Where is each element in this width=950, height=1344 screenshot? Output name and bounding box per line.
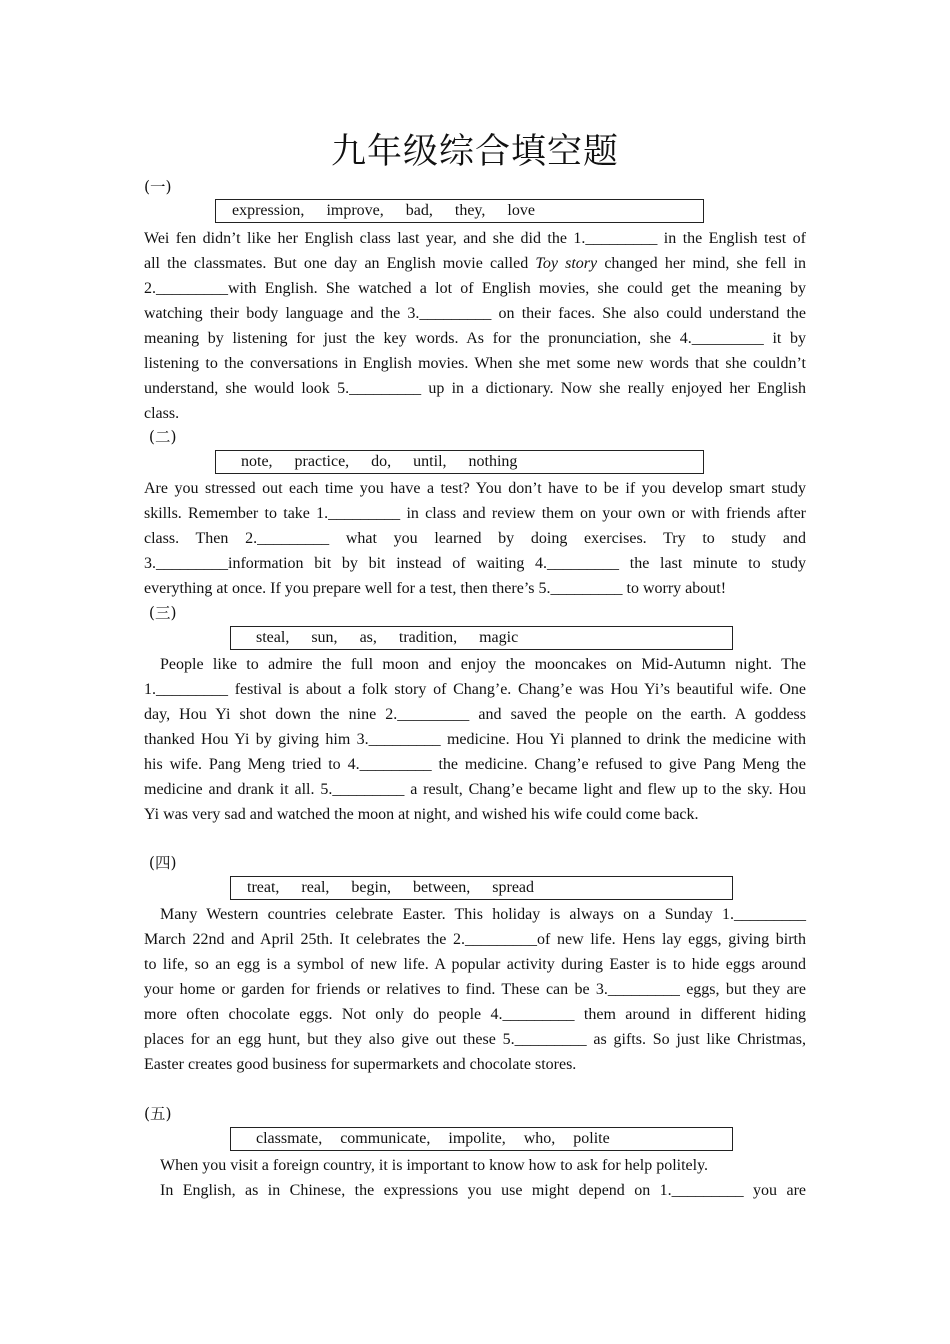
word-option: tradition, xyxy=(398,629,458,646)
passage-line: more often chocolate eggs. Not only do people 4._________ them around in different hiding xyxy=(144,1006,806,1023)
page-title: 九年级综合填空题 xyxy=(330,132,619,172)
passage-line: In English, as in Chinese, the expressions you use might depend on 1._________ you are xyxy=(160,1182,806,1199)
word-option: note, xyxy=(241,453,273,470)
section-3-label: (三) xyxy=(144,604,177,622)
section-5-passage xyxy=(144,1153,806,1203)
section-2-word-box xyxy=(215,450,704,474)
word-option: improve, xyxy=(326,202,384,219)
passage-line: to life, so an egg is a symbol of new life. A popular activity during Easter is to hide eggs around xyxy=(144,956,806,973)
section-2-passage xyxy=(144,476,806,601)
section-4-label: (四) xyxy=(144,854,177,872)
section-1-passage xyxy=(144,226,806,426)
section-4-passage xyxy=(144,902,806,1077)
word-option: steal, xyxy=(256,629,290,646)
passage-line: places for an egg hunt, but they also give out these 5._________ as gifts. So just like Christmas, xyxy=(144,1031,806,1048)
passage-line: Yi was very sad and watched the moon at night, and wished his wife could come back. xyxy=(144,806,699,823)
word-option: do, xyxy=(371,453,392,470)
section-5-label: (五) xyxy=(144,1105,172,1123)
word-option: classmate, xyxy=(256,1130,323,1147)
passage-line: People like to admire the full moon and enjoy the mooncakes on Mid-Autumn night. The xyxy=(160,656,806,673)
word-option: impolite, xyxy=(448,1130,506,1147)
section-3-word-box xyxy=(230,626,733,650)
passage-line: thanked Hou Yi by giving him 3._________ medicine. Hou Yi planned to drink the medicine with xyxy=(144,731,806,748)
passage-line: When you visit a foreign country, it is important to know how to ask for help politely. xyxy=(160,1157,709,1174)
section-4-word-box xyxy=(230,876,733,900)
passage-line: everything at once. If you prepare well for a test, then there’s 5._________ to worry about! xyxy=(144,580,727,597)
word-option: polite xyxy=(573,1130,610,1147)
passage-line: Are you stressed out each time you have a test? You don’t have to be if you develop smart study xyxy=(144,480,806,497)
passage-line: understand, she would look 5._________ up in a dictionary. Now she really enjoyed her English xyxy=(144,380,806,397)
movie-title: Toy story xyxy=(535,255,598,272)
passage-line: day, Hou Yi shot down the nine 2._________ and saved the people on the earth. A goddess xyxy=(144,706,806,723)
passage-line: class. Then 2._________ what you learned by doing exercises. Try to study and xyxy=(144,530,806,547)
passage-line: his wife. Pang Meng tried to 4._________ the medicine. Chang’e refused to give Pang Meng the xyxy=(144,756,806,773)
section-5-word-box xyxy=(230,1127,733,1151)
passage-line: 2._________with English. She watched a lot of English movies, she could get the meaning by xyxy=(144,280,806,297)
word-option: until, xyxy=(413,453,447,470)
passage-line: watching their body language and the 3._________ on their faces. She also could understand the xyxy=(144,305,806,322)
section-2-label: (二) xyxy=(144,428,177,446)
word-option: practice, xyxy=(294,453,350,470)
word-option: love xyxy=(507,202,535,219)
passage-line: March 22nd and April 25th. It celebrates the 2._________of new life. Hens lay eggs, giving birth xyxy=(144,931,806,948)
passage-line: Easter creates good business for supermarkets and chocolate stores. xyxy=(144,1056,577,1073)
word-option: expression, xyxy=(232,202,305,219)
word-option: who, xyxy=(523,1130,556,1147)
section-1-word-box xyxy=(215,199,704,223)
word-option: treat, xyxy=(247,879,280,896)
passage-line: meaning by listening for just the key words. As for the pronunciation, she 4._________ it by xyxy=(144,330,806,347)
passage-line: class. xyxy=(144,405,180,422)
section-1-label: (一) xyxy=(144,178,172,196)
passage-line: Wei fen didn’t like her English class last year, and she did the 1._________ in the English test of xyxy=(144,230,806,247)
word-option: spread xyxy=(492,879,535,896)
word-option: magic xyxy=(479,629,519,646)
word-option: as, xyxy=(359,629,377,646)
word-option: nothing xyxy=(468,453,518,470)
passage-line: skills. Remember to take 1._________ in class and review them on your own or with friends after xyxy=(144,505,806,522)
word-option: between, xyxy=(412,879,471,896)
passage-line: listening to the conversations in English movies. When she met some new words that she couldn’t xyxy=(144,355,806,372)
section-3-passage xyxy=(144,652,806,827)
word-option: bad, xyxy=(405,202,433,219)
passage-line: 3._________information bit by bit instead of waiting 4._________ the last minute to study xyxy=(144,555,806,572)
passage-line: your home or garden for friends or relatives to find. These can be 3._________ eggs, but they are xyxy=(144,981,806,998)
passage-line: 1._________ festival is about a folk story of Chang’e. Chang’e was Hou Yi’s beautiful wife. One xyxy=(144,681,806,698)
word-option: sun, xyxy=(311,629,338,646)
passage-line: all the classmates. But one day an English movie called Toy story changed her mind, she fell in xyxy=(144,255,807,272)
word-option: communicate, xyxy=(340,1130,431,1147)
word-option: real, xyxy=(301,879,330,896)
passage-line: Many Western countries celebrate Easter. This holiday is always on a Sunday 1._________ xyxy=(160,906,806,923)
word-option: begin, xyxy=(351,879,391,896)
passage-line: medicine and drank it all. 5._________ a result, Chang’e became light and flew up to the sky. Hou xyxy=(144,781,806,798)
word-option: they, xyxy=(454,202,486,219)
